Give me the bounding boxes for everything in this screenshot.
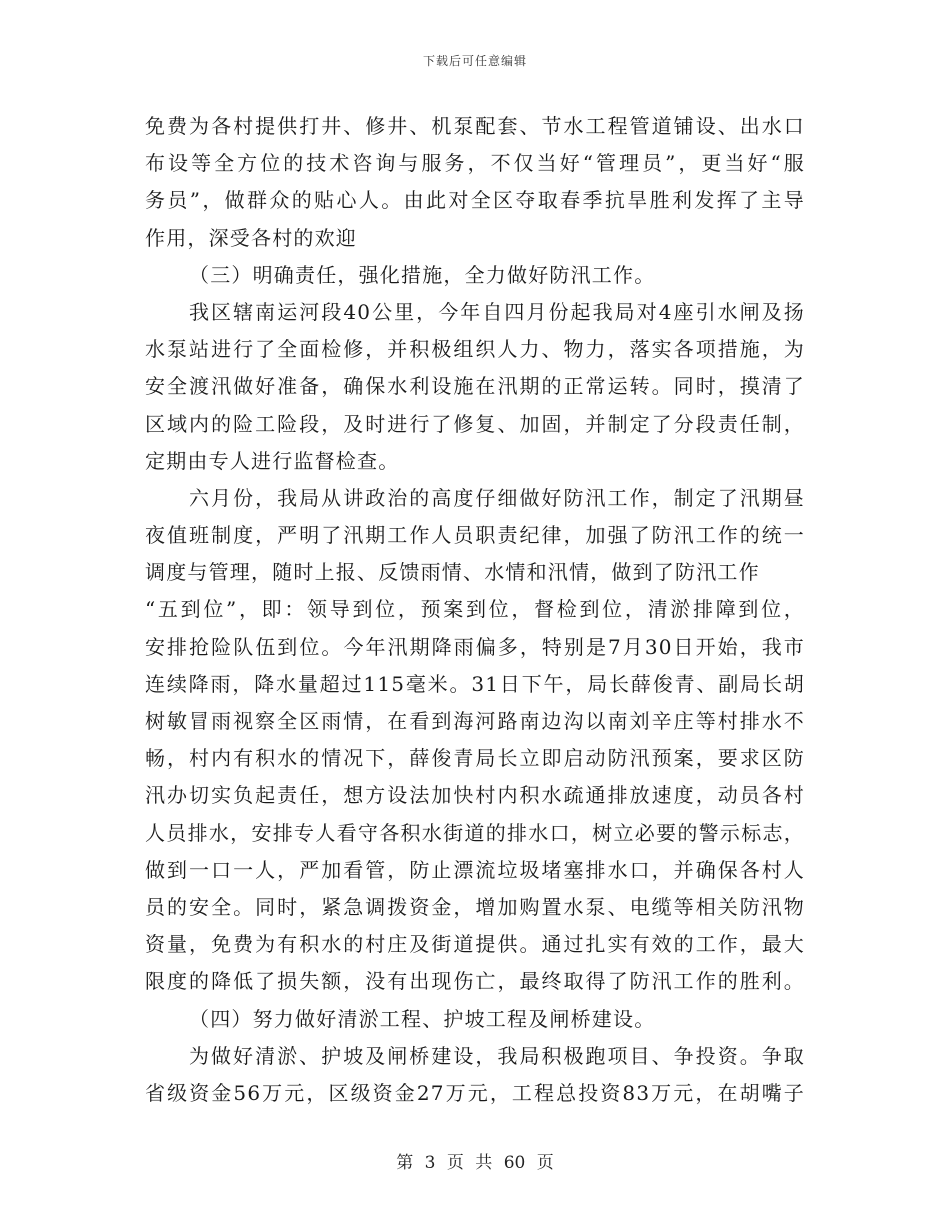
text-line: 我区辖南运河段40公里，今年自四月份起我局对4座引水闸及扬 — [189, 299, 805, 324]
text-line: 定期由专人进行监督检查。 — [145, 448, 400, 473]
text-line: 调度与管理，随时上报、反馈雨情、水情和汛情，做到了防汛工作 — [145, 560, 760, 585]
section-heading: （三）明确责任，强化措施，全力做好防汛工作。 — [189, 262, 656, 287]
text-line: 做到一口一人，严加看管，防止漂流垃圾堵塞排水口，并确保各村人 — [145, 857, 805, 882]
text-line: 免费为各村提供打井、修井、机泵配套、节水工程管道铺设、出水口 — [145, 114, 805, 138]
text-line: 汛办切实负起责任，想方设法加快村内积水疏通排放速度，动员各村 — [145, 783, 805, 808]
text-line: 省级资金56万元，区级资金27万元，工程总投资83万元，在胡嘴子 — [145, 1080, 805, 1105]
text-line: 安排抢险队伍到位。今年汛期降雨偏多，特别是7月30日开始，我市 — [145, 634, 805, 659]
document-body — [145, 108, 805, 1112]
text-line: 区域内的险工险段，及时进行了修复、加固，并制定了分段责任制， — [145, 411, 805, 436]
text-line: 安全渡汛做好准备，确保水利设施在汛期的正常运转。同时，摸清了 — [145, 374, 805, 399]
text-line: 限度的降低了损失额，没有出现伤亡，最终取得了防汛工作的胜利。 — [145, 969, 805, 994]
text-line: 为做好清淤、护坡及闸桥建设，我局积极跑项目、争投资。争取 — [189, 1043, 805, 1068]
text-line: 水泵站进行了全面检修，并积极组织人力、物力，落实各项措施，为 — [145, 337, 805, 362]
text-line: 六月份，我局从讲政治的高度仔细做好防汛工作，制定了汛期昼 — [189, 485, 805, 510]
text-line: “五到位”，即：领导到位，预案到位，督检到位，清淤排障到位， — [145, 597, 805, 622]
section-heading: （四）努力做好清淤工程、护坡工程及闸桥建设。 — [189, 1006, 656, 1031]
page-header: 下载后可任意编辑 — [422, 54, 527, 68]
text-line: 作用，深受各村的欢迎 — [145, 225, 357, 250]
text-line: 布设等全方位的技术咨询与服务，不仅当好“管理员”，更当好“服 — [145, 151, 805, 176]
text-line: 夜值班制度，严明了汛期工作人员职责纪律，加强了防汛工作的统一 — [145, 523, 805, 548]
text-line: 资量，免费为有积水的村庄及街道提供。通过扎实有效的工作，最大 — [145, 932, 805, 957]
text-line: 连续降雨，降水量超过115毫米。31日下午，局长薛俊青、副局长胡 — [145, 671, 805, 696]
text-line: 树敏冒雨视察全区雨情，在看到海河路南边沟以南刘辛庄等村排水不 — [145, 709, 805, 733]
text-line: 员的安全。同时，紧急调拨资金，增加购置水泵、电缆等相关防汛物 — [145, 894, 805, 919]
page-footer: 第 3 页 共 60 页 — [396, 1153, 554, 1173]
text-line: 务员”，做群众的贴心人。由此对全区夺取春季抗旱胜利发挥了主导 — [145, 188, 805, 213]
text-line: 畅，村内有积水的情况下，薛俊青局长立即启动防汛预案，要求区防 — [145, 746, 805, 771]
text-line: 人员排水，安排专人看守各积水街道的排水口，树立必要的警示标志， — [145, 820, 805, 845]
